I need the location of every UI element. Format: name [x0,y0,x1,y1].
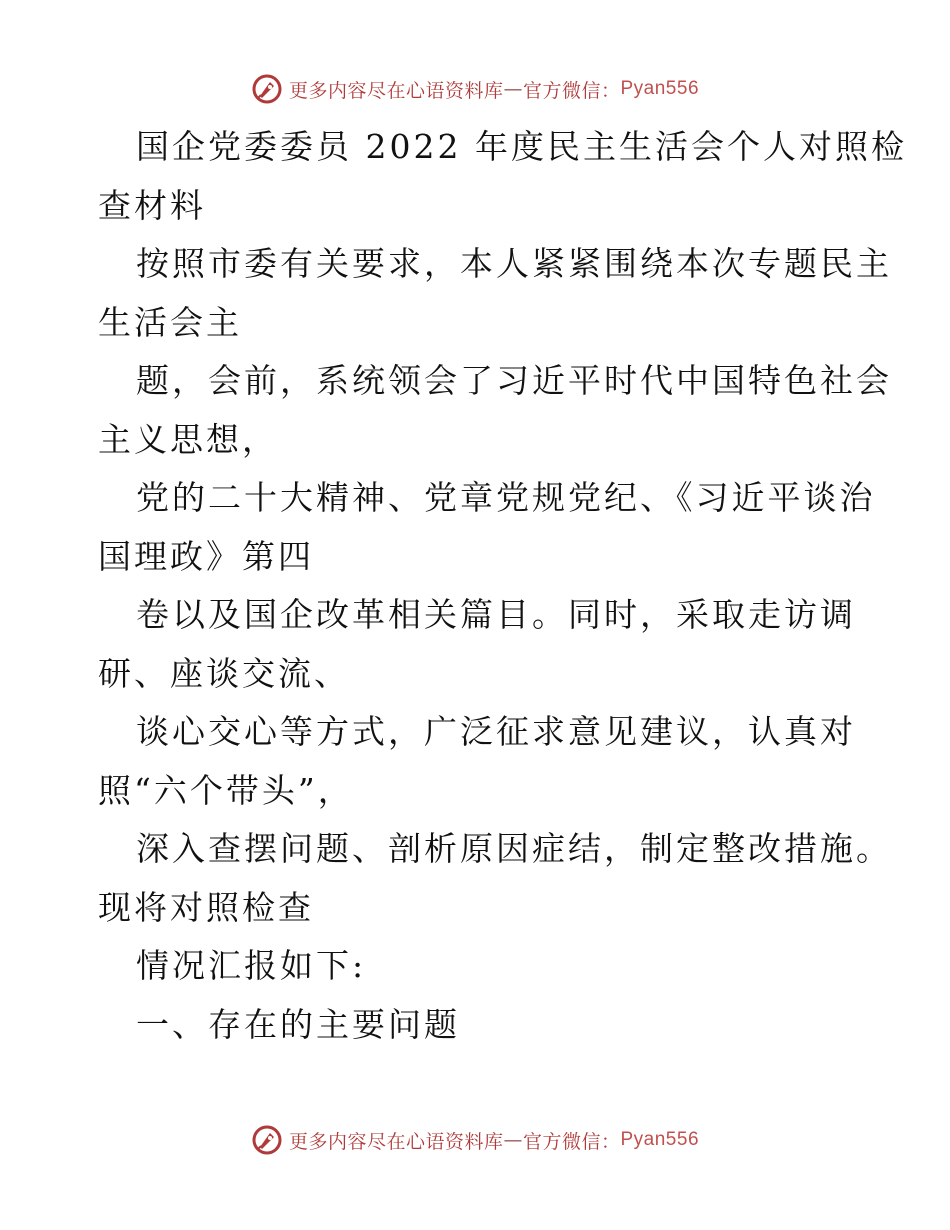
header-watermark [0,72,950,106]
text-line: 国理政》第四 [98,536,314,576]
text-line: 查材料 [98,185,206,225]
text-line: 卷以及国企改革相关篇目。同时，采取走访调 [136,595,856,634]
text-line: 情况汇报如下: [136,946,367,985]
text-line: 主义思想， [98,419,278,459]
text-line: 党的二十大精神、党章党规党纪、《习近平谈治 [136,478,876,517]
pen-nib-logo-icon [251,73,283,105]
text-line: 题，会前，系统领会了习近平时代中国特色社会 [136,361,892,400]
footer-watermark [0,1123,950,1157]
text-line: 研、座谈交流、 [98,653,350,693]
watermark-separator: — [503,78,523,100]
watermark-handle: Pyan556 [620,78,700,99]
section-heading: 一、存在的主要问题 [136,1004,460,1044]
text-line: 现将对照检查 [98,887,314,927]
text-line: 生活会主 [98,302,242,342]
text-line: 照“六个带头”， [98,770,354,810]
text-line: 按照市委有关要求，本人紧紧围绕本次专题民主 [136,244,892,283]
text-line: 谈心交心等方式，广泛征求意见建议，认真对 [136,712,856,751]
watermark-separator: — [503,1129,523,1151]
text-line: 深入查摆问题、剖析原因症结，制定整改措施。 [136,829,892,868]
watermark-wechat-label: 官方微信： [522,79,621,102]
document-body [98,118,907,1054]
watermark-site-text: 更多内容尽在心语资料库 [288,79,504,102]
watermark-handle: Pyan556 [620,1129,700,1150]
watermark-site-text: 更多内容尽在心语资料库 [288,1130,504,1153]
text-line: 国企党委委员 2022 年度民主生活会个人对照检 [136,127,907,166]
watermark-wechat-label: 官方微信： [522,1130,621,1153]
pen-nib-logo-icon [251,1124,283,1156]
